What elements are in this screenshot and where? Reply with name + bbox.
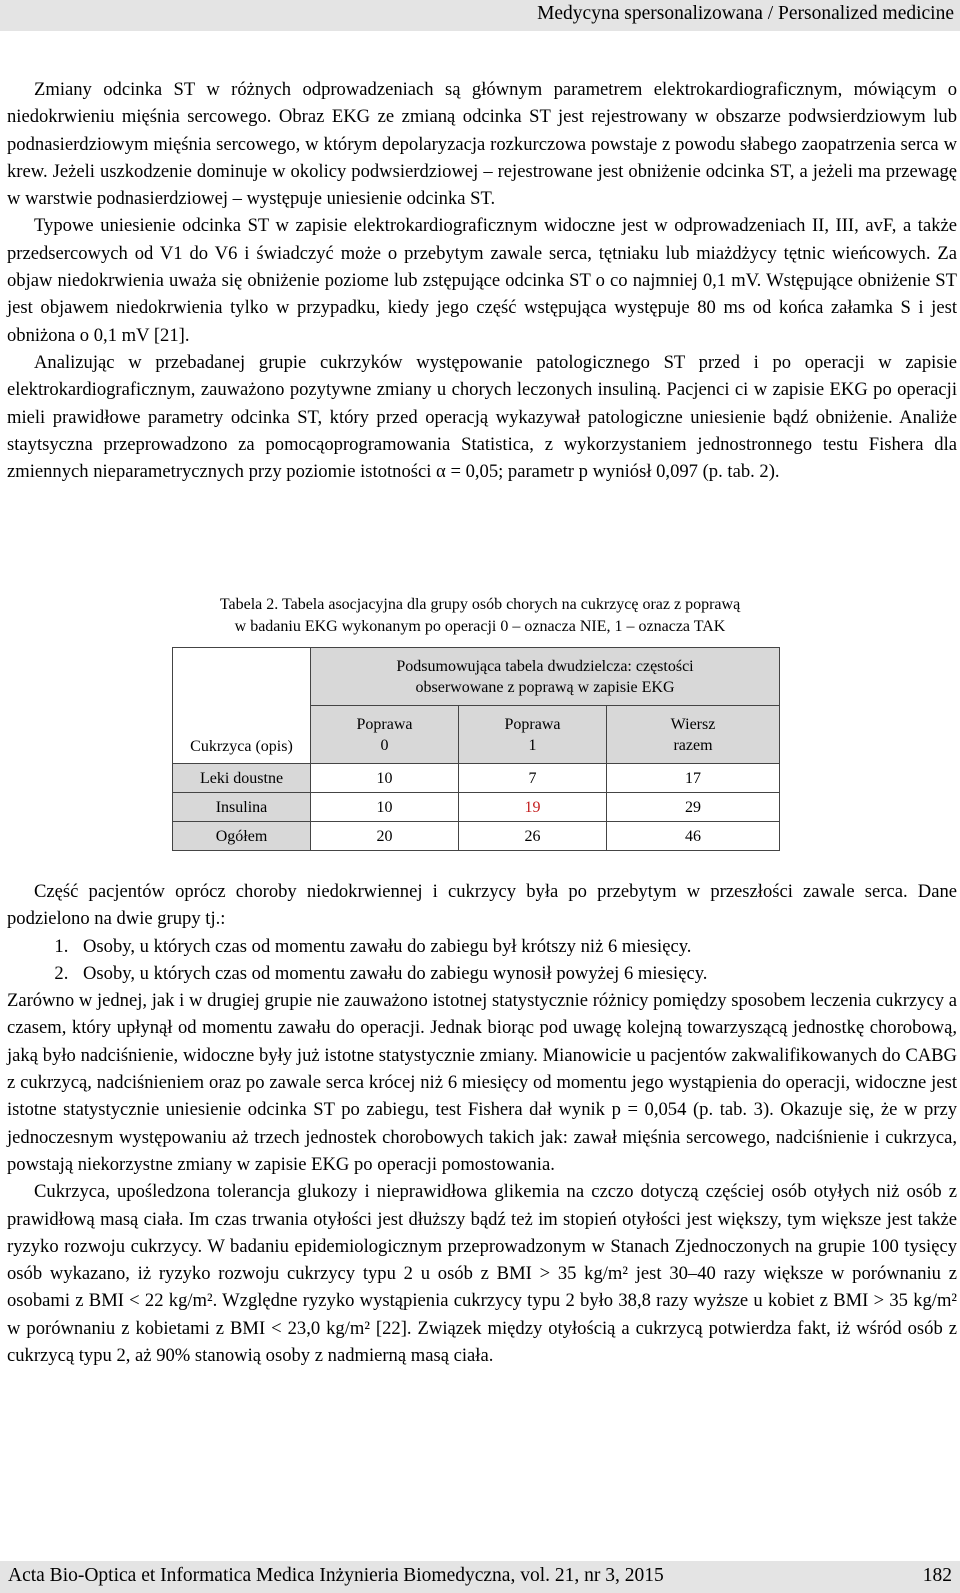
table-row	[173, 822, 780, 851]
column-header-cell	[311, 706, 459, 764]
cell-value: 7	[459, 764, 607, 793]
association-table	[172, 647, 780, 851]
row-label: Insulina	[173, 793, 311, 822]
running-title: Medycyna spersonalizowana / Personalized medicine	[537, 3, 954, 24]
table-caption-line: Tabela 2. Tabela asocjacyjna dla grupy osób chorych na cukrzycę oraz z poprawą	[219, 596, 741, 613]
cell-value: 10	[311, 764, 459, 793]
running-footer	[0, 1561, 960, 1593]
paragraph: Zarówno w jednej, jak i w drugiej grupie nie zauważono istotnej statystycznie różnicy pomiędzy sposobem leczenia cukrzycy a czasem, który upłynął od momentu zawału do operacji. Jednak biorąc pod uwagę kolejną towarzyszącą jednostkę chorobową, jaką było nadciśnienie, widoczne były już istotne statystycznie zmiany. Mianowicie u pacjentów zakwalifikowanych do CABG z cukrzycą, nadciśnieniem oraz po zawale serca krócej niż 6 miesięcy od momentu jego wystąpienia do operacji, widoczne jest istotne statystycznie uniesienie odcinka ST po zabiegu, test Fishera dał wynik p = 0,054 (p. tab. 3). Okazuje się, że w przy jednoczesnym występowaniu aż trzech jednostek chorobowych takich jak: zawał mięśnia sercowego, nadciśnienie i cukrzyca, powstają niekorzystne zmiany w zapisie EKG po operacji pomostowania.	[7, 990, 957, 1175]
body-text-top	[7, 76, 957, 485]
table-caption-line: w badaniu EKG wykonanym po operacji 0 – oznacza NIE, 1 – oznacza TAK	[234, 618, 726, 635]
table-row	[173, 764, 780, 793]
cell-value: 17	[607, 764, 780, 793]
cell-value: 29	[607, 793, 780, 822]
table-caption	[160, 594, 800, 638]
column-header-cell	[607, 706, 780, 764]
paragraph: Zmiany odcinka ST w różnych odprowadzeniach są głównym parametrem elektrokardiograficznym, mówiącym o niedokrwieniu mięśnia sercowego. Obraz EKG ze zmianą odcinka ST jest rejestrowany w obszarze podwsierdziowym lub podnasierdziowym mięśnia sercowego, w którym depolaryzacja rozkurczowa powstaje z powodu słabego zaopatrzenia serca w krew. Jeżeli uszkodzenie dominuje w okolicy podwsierdziowej – rejestrowane jest obniżenie odcinka ST, a jeżeli ma przewagę w warstwie podnasierdziowej – występuje uniesienie odcinka ST.	[7, 79, 957, 210]
cell-value: 26	[459, 822, 607, 851]
cell-value: 46	[607, 822, 780, 851]
group-header-cell	[311, 648, 780, 706]
paragraph: Cukrzyca, upośledzona tolerancja glukozy i nieprawidłowa glikemia na czczo dotyczą częściej osób otyłych niż osób z prawidłową masą ciała. Im czas trwania otyłości jest dłuższy bądź też im stopień otyłości jest większy, tym większe jest także ryzyko rozwoju cukrzycy. W badaniu epidemiologicznym przeprowadzonym w Stanach Zjednoczonych na grupie 100 tysięcy osób wykazano, iż ryzyko rozwoju cukrzycy typu 2 u osób z BMI > 35 kg/m² jest 30–40 razy większe w porównaniu z osobami z BMI < 22 kg/m². Względne ryzyko wystąpienia cukrzycy typu 2 było 38,8 razy wyższe u kobiet z BMI > 35 kg/m² w porównaniu z kobietami z BMI < 23,0 kg/m² [22]. Związek między otyłością a cukrzycą potwierdza fakt, iż wśród osób z cukrzycą typu 2, aż 90% stanowią osoby z nadmierną masą ciała.	[7, 1181, 957, 1367]
paragraph: Typowe uniesienie odcinka ST w zapisie elektrokardiograficznym widoczne jest w odprowadzeniach II, III, avF, a także przedsercowych od V1 do V6 i świadczyć może o przebytym zawale serca, tętniaku lub miażdżycy tętnic wieńcowych. Za objaw niedokrwienia uważa się obniżenie poziome lub zstępujące odcinka ST o co najmniej 0,1 mV. Wstępujące obniżenie ST jest objawem niedokrwienia tylko w przypadku, kiedy jego część wstępująca występuje 80 ms od końca załamka S i jest obniżona o 0,1 mV [21].	[7, 215, 957, 346]
running-header	[0, 0, 960, 31]
row-label: Ogółem	[173, 822, 311, 851]
body-text-bottom	[7, 878, 957, 1369]
group-header-line: Podsumowująca tabela dwudzielcza: częstości	[396, 657, 694, 675]
column-header-line: Poprawa	[504, 715, 561, 733]
column-header-cell	[459, 706, 607, 764]
paragraph: Część pacjentów oprócz choroby niedokrwiennej i cukrzycy była po przebytym w przeszłości zawale serca. Dane podzielono na dwie grupy tj.:	[7, 881, 957, 930]
group-header-line: obserwowane z poprawą w zapisie EKG	[415, 678, 675, 696]
paragraph: Analizując w przebadanej grupie cukrzyków występowanie patologicznego ST przed i po operacji w zapisie elektrokardiograficznym, zauważono pozytywne zmiany u chorych leczonych insuliną. Pacjenci ci w zapisie EKG po operacji mieli prawidłowe parametry odcinka ST, który przed operacją wykazywał patologiczne uniesienie bądź obniżenie. Analiże staytsyczna przeprowadzono za pomocąoprogramowania Statistica, z wykorzystaniem jednostronnego testu Fishera dla zmiennych nieparametrycznych przy poziomie istotności α = 0,05; parametr p wyniósł 0,097 (p. tab. 2).	[7, 351, 957, 483]
column-header-line: Wiersz	[670, 715, 716, 733]
journal-citation: Acta Bio-Optica et Informatica Medica Inżynieria Biomedyczna, vol. 21, nr 3, 2015	[8, 1565, 664, 1586]
cell-value-highlighted: 19	[459, 793, 607, 822]
column-header-line: 0	[380, 736, 389, 754]
page-number: 182	[922, 1565, 952, 1586]
cell-value: 20	[311, 822, 459, 851]
row-header-cell	[173, 648, 311, 764]
list-item: 2. Osoby, u których czas od momentu zawału do zabiegu wynosił powyżej 6 miesięcy.	[73, 960, 957, 987]
table-row	[173, 793, 780, 822]
column-header-line: Poprawa	[356, 715, 413, 733]
column-header-line: 1	[528, 736, 537, 754]
row-header: Cukrzyca (opis)	[190, 738, 293, 755]
column-header-line: razem	[673, 736, 713, 754]
row-label: Leki doustne	[173, 764, 311, 793]
groups-list	[7, 933, 957, 988]
list-item: 1. Osoby, u których czas od momentu zawału do zabiegu był krótszy niż 6 miesięcy.	[73, 933, 957, 960]
cell-value: 10	[311, 793, 459, 822]
